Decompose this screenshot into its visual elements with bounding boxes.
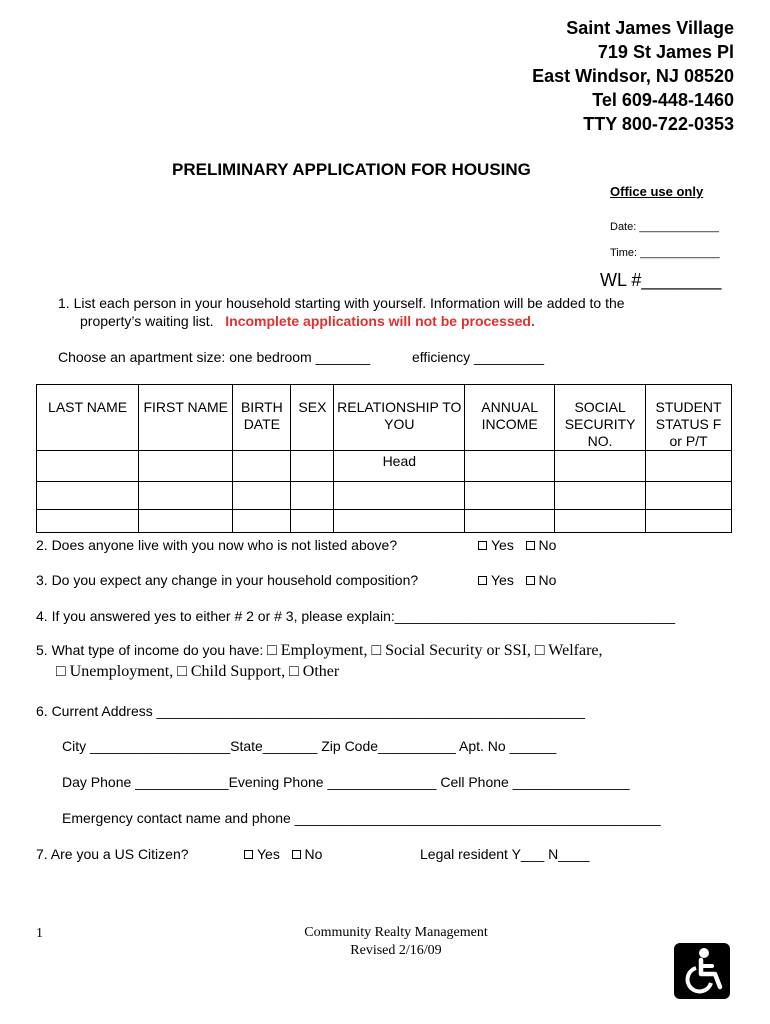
col-sex: SEX bbox=[291, 385, 334, 451]
waiting-list-number: WL #________ bbox=[600, 270, 722, 290]
q7-text: 7. Are you a US Citizen? bbox=[36, 846, 189, 862]
col-social-security: SOCIAL SECURITY NO. bbox=[555, 385, 646, 451]
apt-size-efficiency[interactable]: efficiency _________ bbox=[412, 349, 545, 365]
col-last-name: LAST NAME bbox=[37, 385, 139, 451]
cell[interactable] bbox=[555, 451, 646, 482]
cell[interactable] bbox=[465, 510, 555, 533]
cell[interactable] bbox=[37, 482, 139, 510]
cell[interactable] bbox=[646, 482, 732, 510]
q4-text[interactable]: 4. If you answered yes to either # 2 or # 3, please explain:____________________________________ bbox=[36, 608, 676, 624]
q6-phones[interactable]: Day Phone ____________Evening Phone ______________ Cell Phone _______________ bbox=[62, 774, 630, 790]
q3-yes-label: Yes bbox=[491, 572, 514, 588]
q6-emergency[interactable]: Emergency contact name and phone _______________________________________________ bbox=[62, 810, 661, 826]
cell[interactable] bbox=[334, 482, 465, 510]
table-row bbox=[37, 482, 732, 510]
q2-no-label: No bbox=[538, 537, 557, 553]
q2-yes-label: Yes bbox=[491, 537, 514, 553]
org-tty: TTY 800-722-0353 bbox=[583, 114, 734, 134]
q3-no-checkbox[interactable] bbox=[526, 576, 535, 585]
cell[interactable] bbox=[139, 451, 233, 482]
col-first-name: FIRST NAME bbox=[139, 385, 233, 451]
org-address1: 719 St James Pl bbox=[597, 42, 734, 62]
org-tel: Tel 609-448-1460 bbox=[592, 90, 734, 110]
office-time: Time: _____________ bbox=[610, 247, 720, 259]
office-use-heading: Office use only bbox=[610, 184, 704, 199]
office-date: Date: _____________ bbox=[610, 221, 719, 233]
wheelchair-icon bbox=[674, 943, 730, 999]
q5-options-line1[interactable]: □ Employment, □ Social Security or SSI, □ Welfare, bbox=[267, 642, 603, 659]
apt-size-one-bedroom[interactable]: Choose an apartment size: one bedroom _______ bbox=[58, 349, 371, 365]
cell[interactable] bbox=[646, 451, 732, 482]
org-name: Saint James Village bbox=[566, 18, 734, 38]
cell[interactable] bbox=[37, 510, 139, 533]
table-row bbox=[37, 451, 732, 482]
q7-no-checkbox[interactable] bbox=[292, 850, 301, 859]
q1-line2-text: property’s waiting list. bbox=[80, 313, 214, 329]
col-birth-date: BIRTH DATE bbox=[233, 385, 291, 451]
q7-yes-checkbox[interactable] bbox=[244, 850, 253, 859]
org-address2: East Windsor, NJ 08520 bbox=[532, 66, 734, 86]
cell[interactable] bbox=[233, 510, 291, 533]
footer-revised: Revised 2/16/09 bbox=[350, 943, 442, 958]
cell[interactable] bbox=[646, 510, 732, 533]
q7-yes-label: Yes bbox=[257, 846, 280, 862]
q1-warning: Incomplete applications will not be processed. bbox=[225, 313, 535, 329]
page-title: PRELIMINARY APPLICATION FOR HOUSING bbox=[172, 160, 531, 179]
cell[interactable] bbox=[233, 482, 291, 510]
cell[interactable] bbox=[465, 451, 555, 482]
q2-yes-checkbox[interactable] bbox=[478, 541, 487, 550]
footer-company: Community Realty Management bbox=[304, 925, 488, 940]
cell[interactable] bbox=[139, 482, 233, 510]
q3-no-label: No bbox=[538, 572, 557, 588]
cell[interactable] bbox=[465, 482, 555, 510]
q5-options-line2[interactable]: □ Unemployment, □ Child Support, □ Other bbox=[56, 663, 340, 680]
col-annual-income: ANNUAL INCOME bbox=[465, 385, 555, 451]
cell[interactable] bbox=[233, 451, 291, 482]
q5-prefix: 5. What type of income do you have: bbox=[36, 642, 264, 658]
page-number: 1 bbox=[36, 926, 43, 941]
q3-yes-checkbox[interactable] bbox=[478, 576, 487, 585]
q7-options bbox=[244, 845, 322, 863]
household-table bbox=[36, 384, 732, 533]
q3-text: 3. Do you expect any change in your household composition? bbox=[36, 572, 419, 588]
q2-text: 2. Does anyone live with you now who is not listed above? bbox=[36, 537, 398, 553]
cell[interactable] bbox=[291, 451, 334, 482]
cell[interactable] bbox=[139, 510, 233, 533]
table-header-row bbox=[37, 385, 732, 451]
col-relationship: RELATIONSHIP TO YOU bbox=[334, 385, 465, 451]
col-student-status: STUDENT STATUS F or P/T bbox=[646, 385, 732, 451]
q6-city-state-zip[interactable]: City __________________State_______ Zip Code__________ Apt. No ______ bbox=[62, 738, 557, 754]
cell[interactable] bbox=[334, 510, 465, 533]
q2-options bbox=[478, 536, 556, 554]
q3-options bbox=[478, 571, 556, 589]
table-row bbox=[37, 510, 732, 533]
q7-no-label: No bbox=[304, 846, 323, 862]
q6-address[interactable]: 6. Current Address _______________________________________________________ bbox=[36, 703, 585, 719]
q5-line1 bbox=[36, 642, 603, 660]
relationship-head-cell: Head bbox=[334, 451, 465, 482]
q7-legal-resident[interactable]: Legal resident Y___ N____ bbox=[420, 846, 590, 862]
q1-line1: 1. List each person in your household starting with yourself. Information will be added to the bbox=[58, 295, 625, 311]
cell[interactable] bbox=[291, 510, 334, 533]
cell[interactable] bbox=[555, 482, 646, 510]
q2-no-checkbox[interactable] bbox=[526, 541, 535, 550]
cell[interactable] bbox=[291, 482, 334, 510]
q1-line2 bbox=[80, 312, 535, 330]
cell[interactable] bbox=[555, 510, 646, 533]
cell[interactable] bbox=[37, 451, 139, 482]
